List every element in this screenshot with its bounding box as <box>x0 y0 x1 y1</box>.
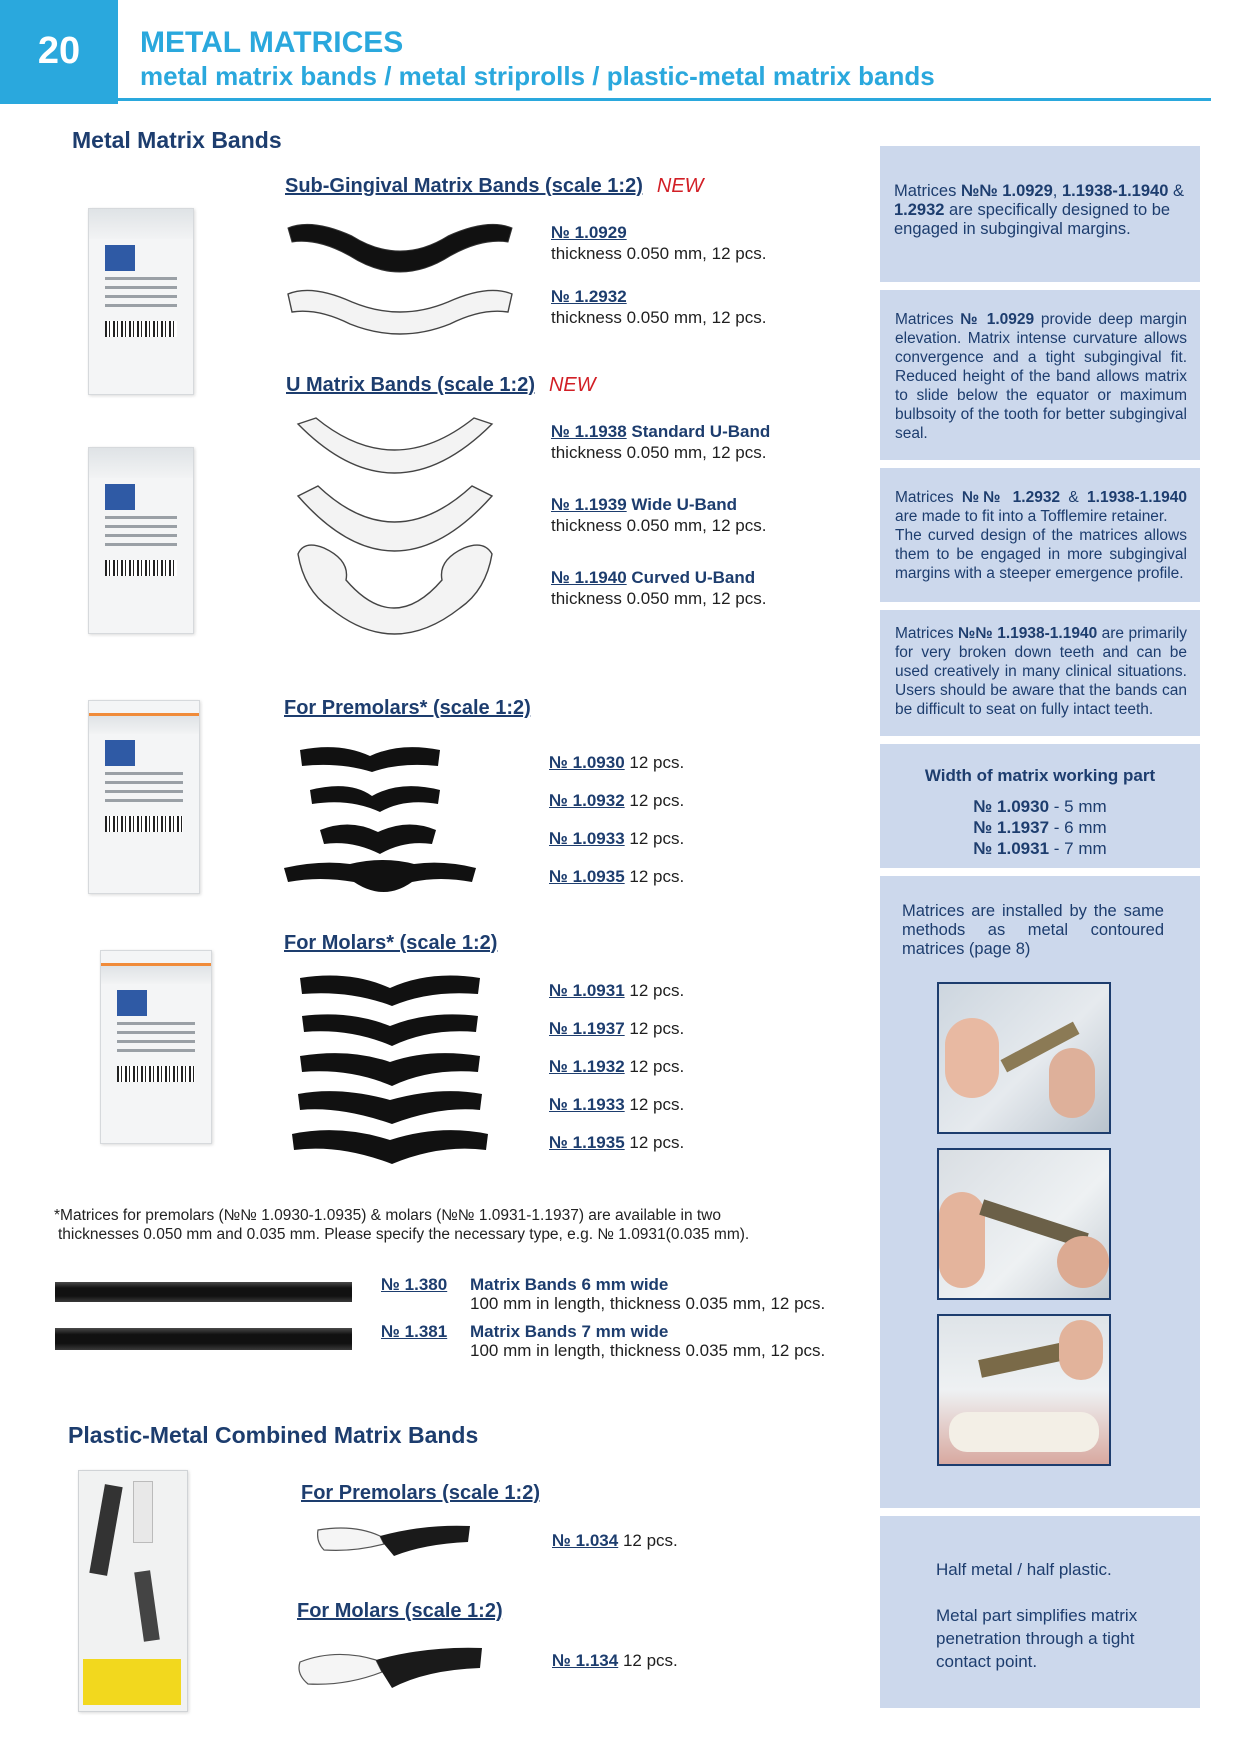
photo-retainer-on-teeth <box>937 1314 1111 1466</box>
footnote: *Matrices for premolars (№№ 1.0930-1.0935) & molars (№№ 1.0931-1.1937) are available in two thicknesses 0.050 mm and 0.035 mm. Please specify the necessary type, e.g. № 1.0931(0.035 mm). <box>54 1207 750 1243</box>
info-box-subgingival: Matrices №№ 1.0929, 1.1938-1.1940 & 1.2932 are specifically designed to be engaged in subgingival margins. <box>880 146 1200 282</box>
product-1-2932: № 1.2932 thickness 0.050 mm, 12 pcs. <box>551 287 767 327</box>
premolar-bands-illustration <box>280 740 480 912</box>
group-title-u-bands: U Matrix Bands (scale 1:2) NEW <box>286 374 596 396</box>
section-title-plastic-metal: Plastic-Metal Combined Matrix Bands <box>68 1422 479 1448</box>
product-code-1-380: № 1.380 <box>381 1275 448 1294</box>
molar-bands-illustration <box>290 968 500 1168</box>
product-1-0935: № 1.0935 12 pcs. <box>549 867 685 886</box>
product-1-1938: № 1.1938 Standard U-Band thickness 0.050 mm, 12 pcs. <box>551 422 771 462</box>
page-subtitle: metal matrix bands / metal striprolls / plastic-metal matrix bands <box>140 61 935 91</box>
product-1-0933: № 1.0933 12 pcs. <box>549 829 685 848</box>
info-box-width: Width of matrix working part № 1.0930 - 5 mm № 1.1937 - 6 mm № 1.0931 - 7 mm <box>880 744 1200 868</box>
subgingival-bands-illustration <box>282 210 518 340</box>
new-badge: NEW <box>656 175 704 197</box>
product-1-1933: № 1.1933 12 pcs. <box>549 1095 685 1114</box>
plastic-premolar-band-illustration <box>314 1522 474 1558</box>
package-photo-u-bands <box>88 447 194 634</box>
info-box-installation: Matrices are installed by the same methods as metal contoured matrices (page 8) <box>880 876 1200 1508</box>
photo-retainer-2 <box>937 1148 1111 1300</box>
new-badge: NEW <box>548 374 596 396</box>
product-1-1940: № 1.1940 Curved U-Band thickness 0.050 mm, 12 pcs. <box>551 568 767 608</box>
page-title: METAL MATRICES <box>140 26 404 59</box>
plastic-molar-band-illustration <box>296 1642 486 1692</box>
product-1-034: № 1.034 12 pcs. <box>552 1531 678 1550</box>
product-1-381: Matrix Bands 7 mm wide 100 mm in length, thickness 0.035 mm, 12 pcs. <box>470 1322 826 1360</box>
product-1-1937: № 1.1937 12 pcs. <box>549 1019 685 1038</box>
matrix-strip-6mm <box>55 1282 352 1302</box>
matrix-strip-7mm <box>55 1328 352 1350</box>
product-1-0930: № 1.0930 12 pcs. <box>549 753 685 772</box>
package-photo-premolars <box>88 700 200 894</box>
package-photo-plastic-metal <box>78 1470 188 1712</box>
info-box-tofflemire: Matrices №№ 1.2932 & 1.1938-1.1940 are made to fit into a Tofflemire retainer. The curved design of the matrices allows them to be engaged in more subgingival margins with a steeper emergence profile. <box>880 468 1200 602</box>
info-box-plastic-metal: Half metal / half plastic. Metal part simplifies matrix penetration through a tight contact point. <box>880 1516 1200 1708</box>
group-title-molars: For Molars* (scale 1:2) <box>284 932 498 954</box>
photo-retainer-1 <box>937 982 1111 1134</box>
group-title-plastic-molars: For Molars (scale 1:2) <box>297 1600 503 1622</box>
product-1-0929: № 1.0929 thickness 0.050 mm, 12 pcs. <box>551 223 767 263</box>
product-1-0932: № 1.0932 12 pcs. <box>549 791 685 810</box>
product-1-380: Matrix Bands 6 mm wide 100 mm in length, thickness 0.035 mm, 12 pcs. <box>470 1275 826 1313</box>
package-photo-subgingival <box>88 208 194 395</box>
product-code-1-381: № 1.381 <box>381 1322 448 1341</box>
u-bands-illustration <box>290 410 500 660</box>
group-title-premolars: For Premolars* (scale 1:2) <box>284 697 531 719</box>
page-number: 20 <box>37 30 81 72</box>
header-divider <box>118 98 1211 101</box>
package-photo-molars <box>100 950 212 1144</box>
product-1-1932: № 1.1932 12 pcs. <box>549 1057 685 1076</box>
group-title-plastic-premolars: For Premolars (scale 1:2) <box>301 1482 540 1504</box>
product-1-1939: № 1.1939 Wide U-Band thickness 0.050 mm, 12 pcs. <box>551 495 767 535</box>
product-1-0931: № 1.0931 12 pcs. <box>549 981 685 1000</box>
info-box-deep-margin: Matrices № 1.0929 provide deep margin elevation. Matrix intense curvature allows convergence and a tight subgingival fit. Reduced height of the band allows matrix to slide below the equator or maximum bulbsoity of the tooth for better subgingival seal. <box>880 290 1200 460</box>
group-title-subgingival: Sub-Gingival Matrix Bands (scale 1:2) NEW <box>285 175 704 197</box>
section-title-metal: Metal Matrix Bands <box>72 127 282 153</box>
info-box-broken-teeth: Matrices №№ 1.1938-1.1940 are primarily for very broken down teeth and can be used creatively in many clinical situations. Users should be aware that the bands can be difficult to seat on fully intact teeth. <box>880 610 1200 736</box>
product-1-1935: № 1.1935 12 pcs. <box>549 1133 685 1152</box>
product-1-134: № 1.134 12 pcs. <box>552 1651 678 1670</box>
